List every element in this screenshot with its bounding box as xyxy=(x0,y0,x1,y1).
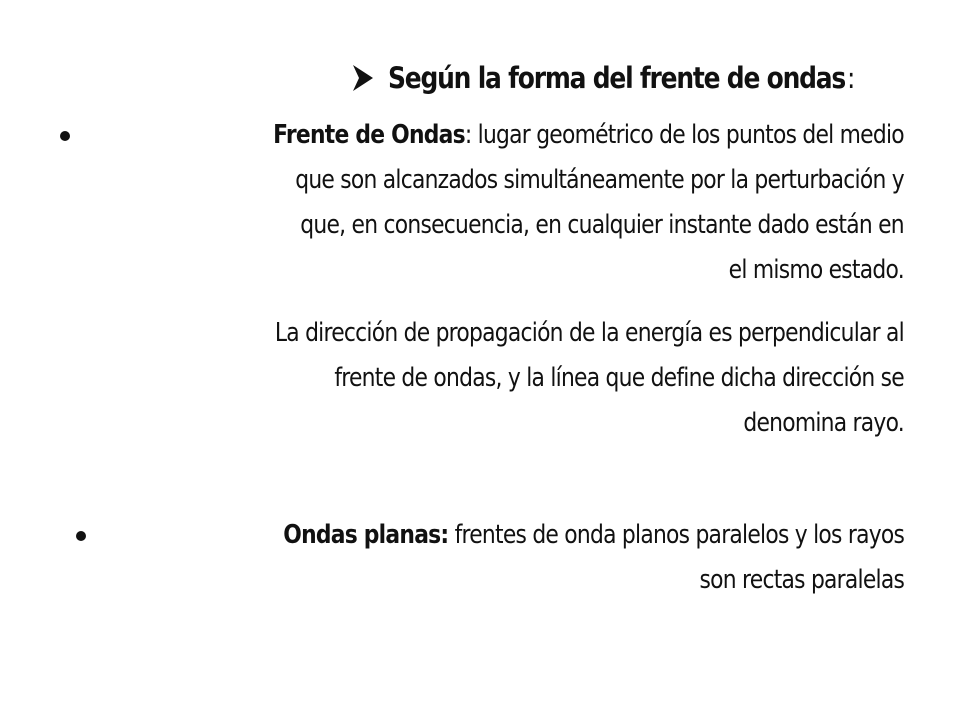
definition-line: son rectas paralelas xyxy=(699,565,904,595)
definition-line: Ondas planas: frentes de onda planos paralelos y los rayos xyxy=(283,520,904,550)
definition-line: que son alcanzados simultáneamente por la perturbación y xyxy=(295,165,904,195)
heading-colon: : xyxy=(847,61,856,95)
heading-title: Según la forma del frente de ondas xyxy=(388,61,846,95)
definition-line: que, en consecuencia, en cualquier instante dado están en xyxy=(300,210,904,240)
definition-line: Frente de Ondas: lugar geométrico de los puntos del medio xyxy=(273,120,904,150)
propagation-note xyxy=(155,311,904,446)
term-frente-de-ondas: Frente de Ondas xyxy=(273,120,465,150)
term-ondas-planas: Ondas planas: xyxy=(283,520,449,550)
bullet-dot-icon xyxy=(76,531,86,541)
note-line: denomina rayo. xyxy=(743,408,904,438)
definition-frente-de-ondas xyxy=(153,113,904,293)
definition-line: el mismo estado. xyxy=(728,255,904,285)
arrow-bullet-icon xyxy=(352,64,374,92)
note-line: frente de ondas, y la línea que define dicha dirección se xyxy=(334,363,904,393)
section-heading xyxy=(352,52,912,104)
note-line: La dirección de propagación de la energía es perpendicular al xyxy=(274,318,904,348)
definition-ondas-planas xyxy=(165,513,904,603)
bullet-dot-icon xyxy=(60,131,70,141)
